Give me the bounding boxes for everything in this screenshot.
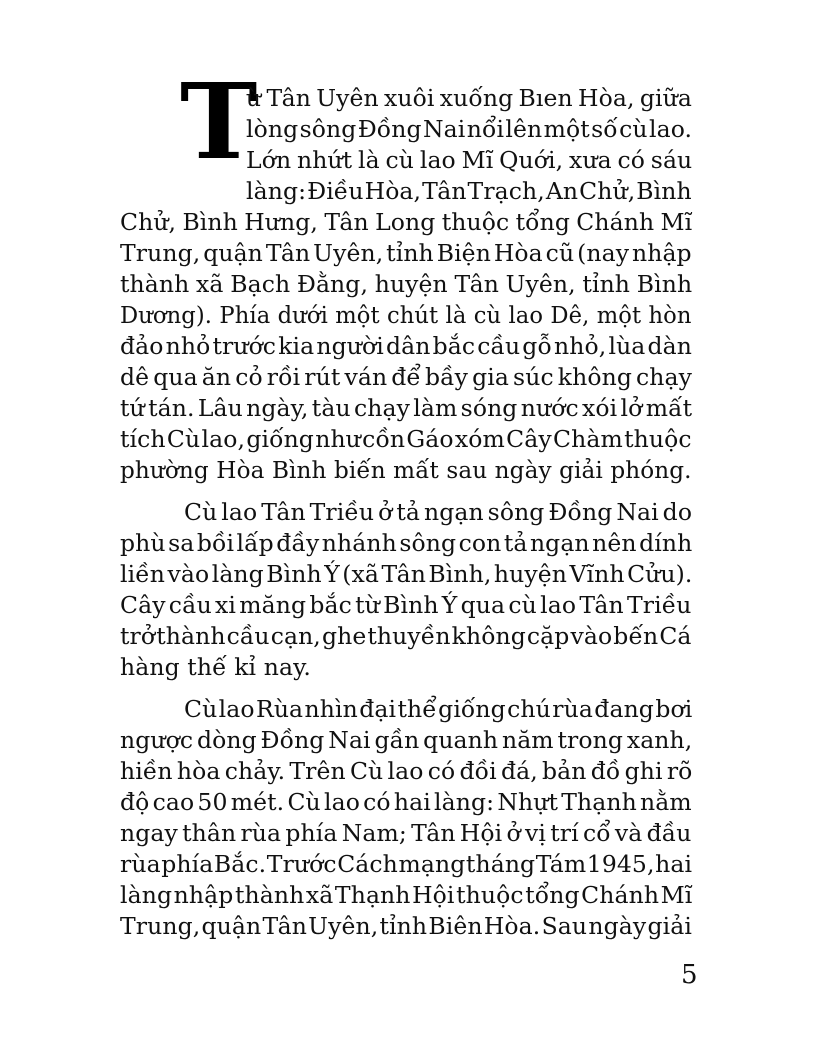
text-line: tích Cù lao, giống như cồn Gáo xóm Cây Chàm thuộc <box>120 425 692 453</box>
text-line: thành xã Bạch Đằng, huyện Tân Uyên, tỉnh Bình <box>120 270 693 298</box>
text-line: Trung, quận Tân Uyên, tỉnh Biên Hòa. Sau ngày giải <box>120 912 692 940</box>
text-line: liền vào làng Bình Ý (xã Tân Bình, huyện Vĩnh Cửu). <box>120 560 693 588</box>
text-line: rùa phía Bắc. Trước Cách mạng tháng Tám 1945, hai <box>120 850 693 878</box>
text-line: tứ tán. Lâu ngày, tàu chạy làm sóng nước xói lở mất <box>120 394 693 422</box>
text-line: lòng sông Đồng Nai nổi lên một số cù lao. <box>246 115 693 143</box>
text-line-last: phường Hòa Bình biến mất sau ngày giải phóng. <box>120 456 692 484</box>
text-line-last: hàng thế kỉ nay. <box>120 653 311 681</box>
text-line: đảo nhỏ trước kia người dân bắc cầu gỗ nhỏ, lùa dàn <box>120 332 693 360</box>
text-line: ngay thân rùa phía Nam; Tân Hội ở vị trí cổ và đầu <box>120 819 692 847</box>
text-line: phù sa bồi lấp đầy nhánh sông con tả ngạn nên dính <box>120 529 693 557</box>
text-line: Chử, Bình Hưng, Tân Long thuộc tổng Chánh Mĩ <box>120 208 693 236</box>
text-line: trở thành cầu cạn, ghe thuyền không cặp vào bến Cá <box>120 622 692 650</box>
text-line: ừ Tân Uyên xuôi xuống Bıen Hòa, giữa <box>246 84 692 112</box>
text-line: Cây cầu xi măng bắc từ Bình Ý qua cù lao Tân Triều <box>120 591 692 619</box>
text-line: Lớn nhứt là cù lao Mĩ Quới, xưa có sáu <box>246 146 693 174</box>
text-line: Dương). Phía dưới một chút là cù lao Dê, một hòn <box>120 301 692 329</box>
text-line: dê qua ăn cỏ rồi rút ván để bầy gia súc không chạy <box>120 363 693 391</box>
text-line: Trung, quận Tân Uyên, tỉnh Biện Hòa cũ (nay nhập <box>120 239 692 267</box>
text-line: độ cao 50 mét. Cù lao có hai làng: Nhựt Thạnh nằm <box>120 788 692 816</box>
page-number: 5 <box>681 960 698 990</box>
text-line: ngược dòng Đồng Nai gần quanh năm trong xanh, <box>120 726 693 754</box>
text-line: làng nhập thành xã Thạnh Hội thuộc tổng Chánh Mĩ <box>120 881 693 909</box>
text-line: làng: Điều Hòa, Tân Trạch, An Chử, Bình <box>246 177 692 205</box>
text-line: hiền hòa chảy. Trên Cù lao có đồi đá, bản đồ ghi rõ <box>120 757 693 785</box>
text-line-first: Cù lao Tân Triều ở tả ngạn sông Đồng Nai do <box>184 498 693 526</box>
text-line-first: Cù lao Rùa nhìn đại thể giống chú rùa đang bơi <box>184 695 693 723</box>
drop-cap: T <box>180 60 258 183</box>
